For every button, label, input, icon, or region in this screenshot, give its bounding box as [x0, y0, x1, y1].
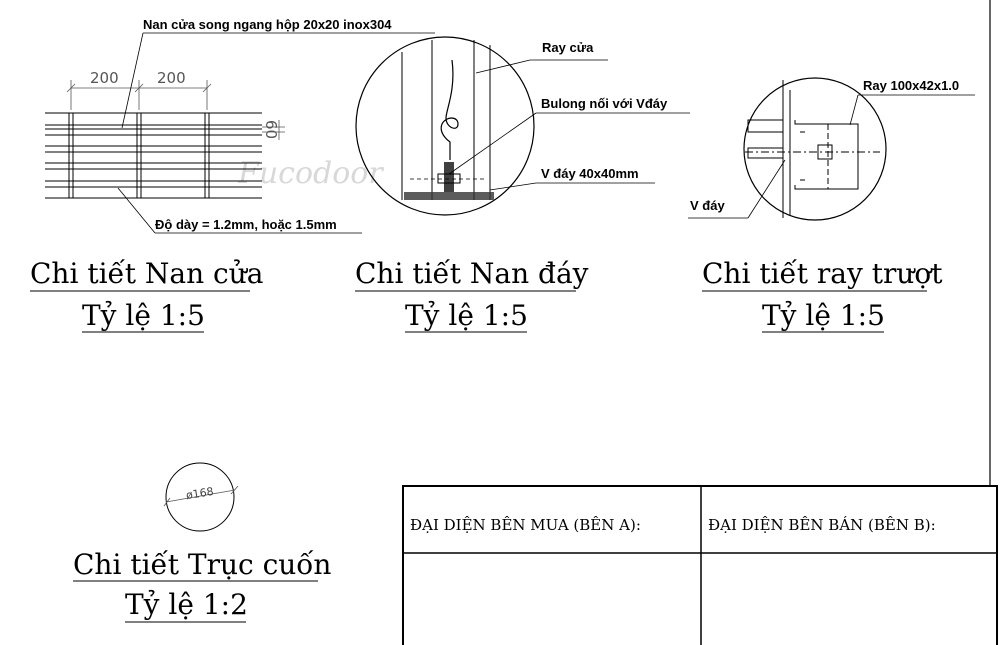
nan-day-vday-label: V đáy 40x40mm: [541, 166, 639, 181]
party-a-label: ĐẠI DIỆN BÊN MUA (BÊN A):: [410, 516, 641, 534]
party-b-signature-area: [701, 553, 997, 645]
nan-cua-drawing: [45, 33, 435, 233]
watermark: Fucodoor: [238, 156, 383, 191]
nan-cua-dim-left: 200: [90, 69, 119, 87]
nan-day-title: Chi tiết Nan đáy: [355, 257, 589, 290]
ray-truot-scale: Tỷ lệ 1:5: [762, 299, 885, 332]
nan-day-scale: Tỷ lệ 1:5: [405, 299, 528, 332]
nan-cua-dim-right: 200: [157, 69, 186, 87]
ray-truot-ray-label: Ray 100x42x1.0: [863, 78, 960, 93]
truc-cuon-title: Chi tiết Trục cuốn: [73, 548, 332, 581]
nan-cua-top-label: Nan cửa song ngang hộp 20x20 inox304: [143, 17, 392, 32]
nan-day-drawing: [356, 37, 690, 215]
nan-cua-title: Chi tiết Nan cửa: [30, 257, 264, 290]
ray-truot-title: Chi tiết ray trượt: [702, 257, 943, 290]
nan-cua-bottom-label: Độ dày = 1.2mm, hoặc 1.5mm: [155, 217, 337, 232]
truc-cuon-scale: Tỷ lệ 1:2: [125, 588, 248, 621]
nan-cua-dim-height: 60: [262, 120, 280, 140]
ray-truot-drawing: [688, 78, 975, 220]
party-a-signature-area: [403, 553, 701, 645]
truc-cuon-diameter: ø168: [185, 484, 215, 503]
nan-cua-scale: Tỷ lệ 1:5: [82, 299, 205, 332]
ray-truot-vday-label: V đáy: [690, 198, 725, 213]
party-b-label: ĐẠI DIỆN BÊN BÁN (BÊN B):: [708, 516, 936, 534]
nan-day-ray-label: Ray cửa: [542, 40, 594, 55]
nan-day-bulong-label: Bulong nối với Vđáy: [541, 96, 668, 111]
